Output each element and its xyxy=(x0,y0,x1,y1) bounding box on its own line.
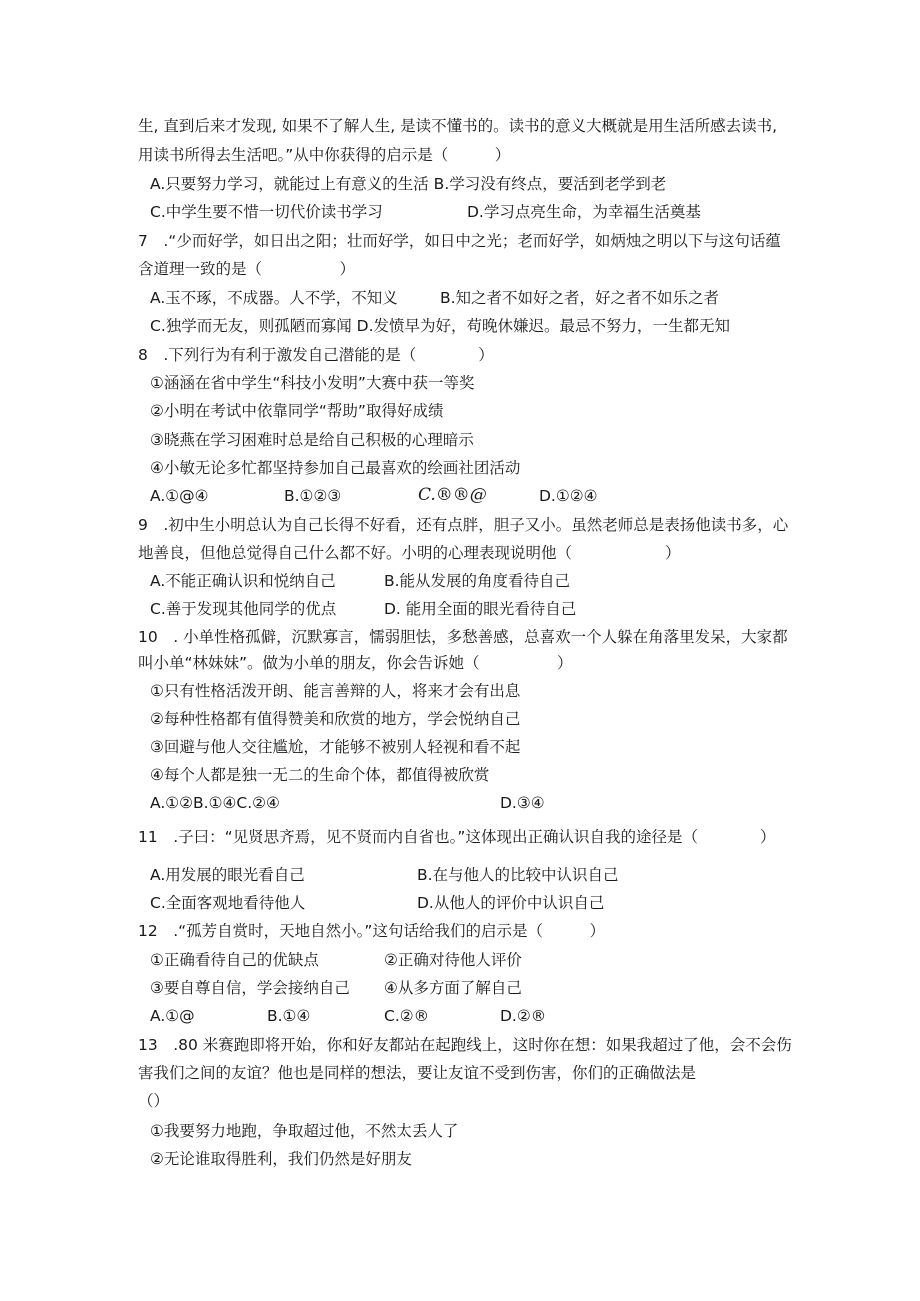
q10-item-4: ④每个人都是独一无二的生命个体，都值得被欣赏 xyxy=(150,766,490,784)
q7-stem-line-1: 7 .“少而好学，如日出之阳；壮而好学，如日中之光；老而好学，如炳烛之明以下与这句话蕴 xyxy=(138,232,781,250)
q9-stem-line-2: 地善良，但他总觉得自己什么都不好。小明的心理表现说明他（ ） xyxy=(138,544,681,562)
q8-option-d: D.①②④ xyxy=(539,487,598,505)
q7-option-b: B.知之者不如好之者，好之者不如乐之者 xyxy=(440,289,720,307)
q13-stem-line-2: 害我们之间的友谊？他也是同样的想法，要让友谊不受到伤害，你们的正确做法是 xyxy=(138,1064,697,1082)
q8-option-c: C.®®@ xyxy=(418,485,487,505)
q10-option-d: D.③④ xyxy=(500,794,545,812)
q6-option-d: D.学习点亮生命，为幸福生活奠基 xyxy=(467,203,701,221)
q12-item-4: ④从多方面了解自己 xyxy=(384,979,522,997)
q9-option-a: A.不能正确认识和悦纳自己 xyxy=(150,572,336,590)
q12-option-a: A.①@ xyxy=(150,1007,195,1025)
q11-option-a: A.用发展的眼光看自己 xyxy=(150,866,305,884)
q11-option-c: C.全面客观地看待他人 xyxy=(150,894,306,912)
q6-stem-line-1: 生, 直到后来才发现, 如果不了解人生, 是读不懂书的。读书的意义大概就是用生活所感去读书, xyxy=(138,117,777,135)
q8-item-4: ④小敏无论多忙都坚持参加自己最喜欢的绘画社团活动 xyxy=(150,459,521,477)
q12-option-c: C.②® xyxy=(384,1007,430,1025)
q12-item-1: ①正确看待自己的优缺点 xyxy=(150,951,319,969)
q10-stem-line-1: 10 . 小单性格孤僻，沉默寡言，懦弱胆怯，多愁善感，总喜欢一个人躲在角落里发呆，大家都 xyxy=(138,628,788,646)
q8-item-3: ③晓燕在学习困难时总是给自己积极的心理暗示 xyxy=(150,431,474,449)
q7-option-a: A.玉不琢，不成器。人不学，不知义 xyxy=(150,289,398,307)
q9-option-d: D. 能用全面的眼光看待自己 xyxy=(384,600,577,618)
q11-option-b: B.在与他人的比较中认识自己 xyxy=(417,866,619,884)
q6-option-a-b: A.只要努力学习，就能过上有意义的生活 B.学习没有终点，要活到老学到老 xyxy=(150,175,667,193)
q12-item-2: ②正确对待他人评价 xyxy=(384,951,522,969)
q7-option-c-d: C.独学而无友，则孤陋而寡闻 D.发愤早为好，苟晚休嫌迟。最忌不努力，一生都无知 xyxy=(150,317,731,335)
q12-stem: 12 .“孤芳自赏时，天地自然小。”这句话给我们的启示是（ ） xyxy=(138,922,605,940)
q10-item-1: ①只有性格活泼开朗、能言善辩的人，将来才会有出息 xyxy=(150,682,521,700)
q9-stem-line-1: 9 .初中生小明总认为自己长得不好看，还有点胖，胆子又小。虽然老师总是表扬他读书多，心 xyxy=(138,516,789,534)
q8-item-2: ②小明在考试中依靠同学“帮助”取得好成绩 xyxy=(150,402,444,420)
q10-stem-line-2: 叫小单“林妹妹”。做为小单的朋友，你会告诉她（ ） xyxy=(138,654,573,672)
q12-option-b: B.①④ xyxy=(267,1007,311,1025)
q11-stem: 11 .子曰：“见贤思齐焉，见不贤而内自省也。”这体现出正确认识自我的途径是（ ） xyxy=(138,828,776,846)
q12-option-d: D.②® xyxy=(500,1007,547,1025)
q12-item-3: ③要自尊自信，学会接纳自己 xyxy=(150,979,350,997)
q7-stem-line-2: 含道理一致的是（ ） xyxy=(138,260,356,278)
q13-item-1: ①我要努力地跑，争取超过他，不然太丢人了 xyxy=(150,1122,459,1140)
q10-item-2: ②每种性格都有值得赞美和欣赏的地方，学会悦纳自己 xyxy=(150,710,521,728)
q13-stem-line-1: 13 .80 米赛跑即将开始，你和好友都站在起跑线上，这时你在想：如果我超过了他，会不会伤 xyxy=(138,1036,792,1054)
q11-option-d: D.从他人的评价中认识自己 xyxy=(417,894,605,912)
q6-stem-line-2: 用读书所得去生活吧。”从中你获得的启示是（ ） xyxy=(138,146,511,164)
q8-stem: 8 .下列行为有利于激发自己潜能的是（ ） xyxy=(138,346,494,364)
q13-item-2: ②无论谁取得胜利，我们仍然是好朋友 xyxy=(150,1150,412,1168)
q9-option-c: C.善于发现其他同学的优点 xyxy=(150,600,337,618)
q13-answer-bracket: （） xyxy=(138,1092,170,1110)
q6-option-c: C.中学生要不惜一切代价读书学习 xyxy=(150,203,383,221)
q8-item-1: ①涵涵在省中学生“科技小发明”大赛中获一等奖 xyxy=(150,374,475,392)
q8-option-a: A.①@④ xyxy=(150,487,209,505)
q8-option-b: B.①②③ xyxy=(284,487,342,505)
q10-options-a-b-c: A.①②B.①④C.②④ xyxy=(150,794,280,812)
q10-item-3: ③回避与他人交往尴尬，才能够不被别人轻视和看不起 xyxy=(150,738,521,756)
q9-option-b: B.能从发展的角度看待自己 xyxy=(384,572,571,590)
